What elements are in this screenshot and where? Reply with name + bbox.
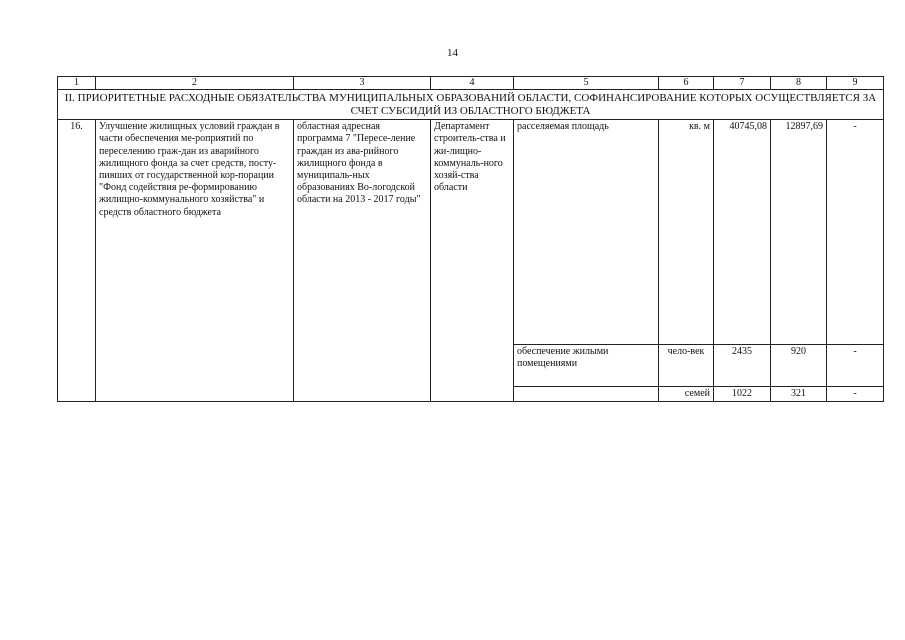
indicator-name: обеспечение жилыми помещениями bbox=[514, 345, 659, 387]
indicator-unit: чело-век bbox=[659, 345, 714, 387]
row-number: 16. bbox=[58, 120, 96, 402]
indicator-name: расселяемая площадь bbox=[514, 120, 659, 345]
header-cell: 7 bbox=[714, 77, 771, 90]
section-title-row bbox=[58, 90, 884, 120]
indicator-value-8: 12897,69 bbox=[771, 120, 827, 345]
header-cell: 1 bbox=[58, 77, 96, 90]
table-row bbox=[58, 120, 884, 345]
header-cell: 3 bbox=[294, 77, 431, 90]
indicator-value-7: 40745,08 bbox=[714, 120, 771, 345]
page-number: 14 bbox=[447, 47, 458, 59]
header-cell: 9 bbox=[827, 77, 884, 90]
indicator-value-9: - bbox=[827, 120, 884, 345]
header-cell: 5 bbox=[514, 77, 659, 90]
section-title: II. ПРИОРИТЕТНЫЕ РАСХОДНЫЕ ОБЯЗАТЕЛЬСТВА МУНИЦИПАЛЬНЫХ ОБРАЗОВАНИЙ ОБЛАСТИ, СОФИНАНСИРОВАНИЕ КОТОРЫХ ОСУЩЕСТВЛЯЕТСЯ ЗА СЧЕТ СУБСИДИЙ ИЗ ОБЛАСТНОГО БЮДЖЕТА bbox=[58, 90, 884, 120]
indicator-value-8: 321 bbox=[771, 387, 827, 402]
header-cell: 6 bbox=[659, 77, 714, 90]
indicator-unit: семей bbox=[659, 387, 714, 402]
indicator-value-7: 1022 bbox=[714, 387, 771, 402]
data-table bbox=[57, 76, 884, 402]
responsible-department: Департамент строитель-ства и жи-лищно-коммуналь-ного хозяй-ства области bbox=[431, 120, 514, 402]
indicator-unit: кв. м bbox=[659, 120, 714, 345]
header-cell: 2 bbox=[96, 77, 294, 90]
column-number-header bbox=[58, 77, 884, 90]
indicator-value-8: 920 bbox=[771, 345, 827, 387]
header-cell: 8 bbox=[771, 77, 827, 90]
indicator-name bbox=[514, 387, 659, 402]
indicator-value-9: - bbox=[827, 387, 884, 402]
header-cell: 4 bbox=[431, 77, 514, 90]
measure-description: Улучшение жилищных условий граждан в части обеспечения ме-роприятий по переселению граж-дан из аварийного жилищного фонда за счет средств, посту-пивших от государственной кор-порации "Фонд содействия ре-формированию жилищно-коммунального хозяйства" и средств областного бюджета bbox=[96, 120, 294, 402]
indicator-value-9: - bbox=[827, 345, 884, 387]
indicator-value-7: 2435 bbox=[714, 345, 771, 387]
program-name: областная адресная программа 7 "Пересе-ление граждан из ава-рийного жилищного фонда в муниципаль-ных образованиях Во-логодской области на 2013 - 2017 годы" bbox=[294, 120, 431, 402]
